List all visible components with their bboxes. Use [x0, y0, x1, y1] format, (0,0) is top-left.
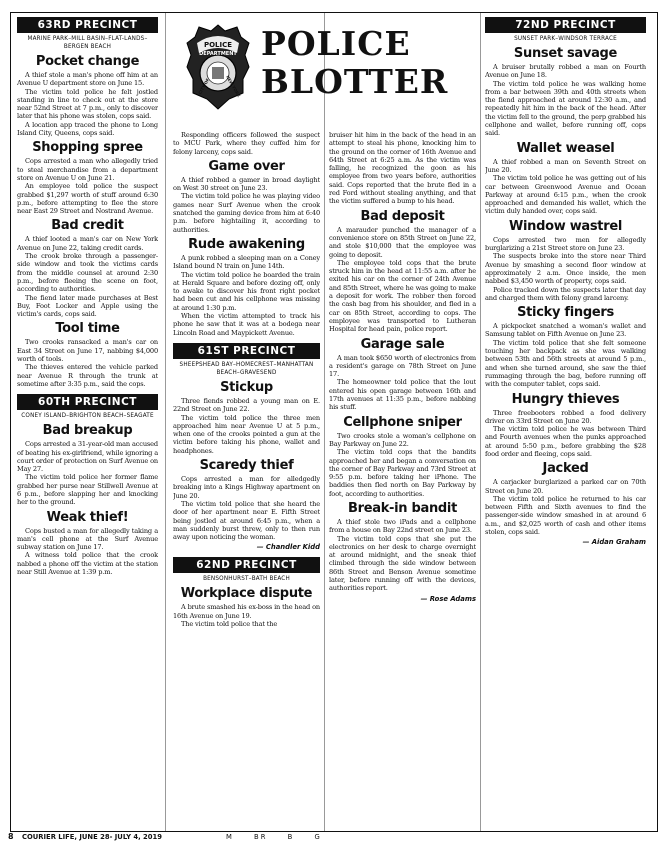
story-paragraph: The victim told police he returned to his car between Fifth and Sixth avenues to find the passenger-side window smashed in at around 6 a.m., and $2,025 worth of cash and other items stolen, cops said.	[485, 494, 646, 537]
story-paragraph: The victim told police the three men approached him near Avenue U at 5 p.m., when one of the crooks pointed a gun at the victim before taking his phone, wallet and headphones.	[173, 413, 320, 455]
page-number: 8	[8, 832, 14, 841]
badge-text-right: NEW YORK	[225, 74, 242, 98]
headline: Jacked	[542, 461, 589, 477]
masthead-title-line: BLOTTER	[261, 62, 449, 101]
story-paragraph: Cops arrested a man for alledgedly breaking into a Kings Highway apartment on June 20.	[173, 475, 320, 500]
nypd-badge-icon	[185, 23, 251, 111]
story-paragraph: A punk robbed a sleeping man on a Coney Island bound N train on June 14th.	[173, 253, 320, 271]
story-paragraph: Three freebooters robbed a food delivery driver on 33rd Street on June 20.	[485, 408, 646, 425]
headline: Shopping spree	[32, 140, 143, 156]
headline: Rude awakening	[188, 236, 305, 252]
masthead-title	[261, 25, 448, 101]
column-1	[17, 13, 158, 831]
headline: Garage sale	[360, 336, 445, 352]
headline: Bad credit	[51, 218, 124, 234]
story-paragraph: Responding officers followed the suspect to MCU Park, where they cuffed him for felony larceny, cops said.	[173, 131, 320, 156]
story-paragraph: When the victim attempted to track his phone he saw that it was at a bodega near Lincoln Road and Maypickett Avenue.	[173, 312, 320, 337]
story-paragraph: The employee told cops that the brute struck him in the head at 11:55 a.m. after he exited his car on the corner of 24th Avenue and 85th Street, where he was going to make a deposit for work. The robber then forced the cash bag from his shoulder, and fled in a car on 85th Street, according to cops. The employee was transported to Lutheran Hospital for head pain, police report.	[329, 258, 476, 334]
story-paragraph: The victim told police her former flame grabbed her purse near Stillwell Avenue at 6 p.m., before slapping her and knocking her to the ground.	[17, 473, 158, 507]
column-2	[173, 131, 320, 831]
story-paragraph: An employee told police the suspect grabbed $1,297 worth of stuff around 6:30 p.m., before attempting to flee the store near East 29 Street and Nostrand Avenue.	[17, 182, 158, 216]
headline: Tool time	[55, 321, 120, 337]
story-paragraph: The thieves entered the vehicle parked near Avenue R through the trunk at sometime after 3:35 p.m., said the cops.	[17, 363, 158, 388]
byline: — Chandler Kidd	[256, 543, 320, 552]
headline: Wallet weasel	[516, 140, 615, 156]
story-paragraph: A carjacker burglarized a parked car on 70th Street on June 20.	[485, 478, 646, 495]
story-paragraph: The suspects broke into the store near Third Avenue by smashing a second floor window at approximately 2 a.m. Once inside, the men nabbed $3,450 worth of property, cops said.	[485, 252, 646, 286]
story-paragraph: A thief stole a man's phone off him at an Avenue U department store on June 15.	[17, 71, 158, 88]
reg-mark: B	[287, 833, 295, 841]
reg-mark: M	[226, 833, 234, 841]
story-paragraph: Cops arrested a man who allegedly tried to steal merchandise from a department store on Avenue U on June 21.	[17, 157, 158, 182]
reg-mark: BR	[254, 833, 268, 841]
headline: Stickup	[220, 379, 273, 395]
story-paragraph: The victim told police he was between Third and Fourth avenues when the punks approached at around 5:50 p.m., before grabbing the $28 food order and fleeing, cops said.	[485, 425, 646, 458]
headline: Sticky fingers	[517, 305, 614, 321]
headline: Scaredy thief	[199, 458, 294, 474]
story-paragraph: The victim told police that she heard the door of her apartment near E. Fifth Street being jostled at around 6:45 p.m., when a man suddenly burst threw, only to then run away upon noticing the woman.	[173, 499, 320, 542]
story-paragraph: The victim told police that the	[181, 619, 278, 628]
story-paragraph: A thief robbed a man on Seventh Street on June 20.	[485, 157, 646, 174]
story-paragraph: The victim told police that she felt someone touching her backpack as she was walking between 53th and 56th streets at around 5 p.m., and when she turned around, she saw the thief rummaging through the bag, before running off with the computer tablet, cops said.	[485, 338, 646, 389]
precinct-area: BENSONHURST–BATH BEACH	[203, 575, 290, 583]
story-paragraph: The victim told police he felt jostled standing in line to check out at the store near 52nd Street at 7 p.m., only to discover later that his phone was stolen, cops said.	[17, 87, 158, 121]
precinct-header-62: 62ND PRECINCT	[173, 557, 320, 573]
byline: — Aidan Graham	[582, 538, 646, 547]
story-paragraph: Three fiends robbed a young man on E. 22nd Street on June 22.	[173, 396, 320, 414]
story-paragraph: The fiend later made purchases at Best Buy, Foot Locker and Apple using the victim's cards, cops said.	[17, 293, 158, 319]
story-paragraph: Two crooks stole a woman's cellphone on Bay Parkway on June 22.	[329, 431, 476, 448]
headline: Pocket change	[35, 54, 140, 69]
precinct-header-61: 61ST PRECINCT	[173, 343, 320, 359]
story-paragraph: The victim told police he was playing video games near Surf Avenue when the crook snatched the gaming device from him at 6:40 p.m. before hightailing it, according to authorities.	[173, 192, 320, 234]
headline: Bad deposit	[360, 208, 445, 224]
badge-text-left: CITY OF	[197, 77, 211, 96]
story-paragraph: A location app traced the phone to Long Island City, Queens, cops said.	[17, 120, 158, 138]
story-paragraph: A thief robbed a gamer in broad daylight on West 30 street on June 23.	[173, 175, 320, 193]
headline: Weak thief!	[46, 509, 129, 525]
precinct-header-72: 72ND PRECINCT	[485, 17, 646, 33]
column-3	[329, 131, 476, 831]
byline: — Rose Adams	[420, 594, 476, 603]
story-paragraph: A thief looted a man's car on New York Avenue on June 22, taking credit cards.	[17, 235, 158, 252]
headline: Bad breakup	[42, 423, 133, 439]
column-rule	[324, 13, 325, 831]
story-paragraph: The victim told police he was getting out of his car between Greenwood Avenue and Ocean Parkway at around 6:15 p.m., when the crook approached and demanded his wallet, which the victim duly handed over, cops said.	[485, 174, 646, 216]
story-paragraph: The crook broke through a passenger-side window and took the victims cards from the middle counsel at around 2:30 p.m., before fleeing the scene on foot, according to authorities.	[17, 252, 158, 294]
story-paragraph: A brute smashed his ex-boss in the head on 16th Avenue on June 19.	[173, 603, 320, 620]
page-footer	[8, 830, 658, 844]
masthead-title-line: POLICE	[261, 24, 411, 63]
reg-mark: G	[314, 833, 322, 841]
blotter-page	[10, 12, 658, 832]
column-rule	[165, 13, 166, 831]
headline: Break-in bandit	[348, 500, 457, 516]
story-paragraph: A man took $650 worth of electronics from a resident's garage on 78th Street on June 17.	[329, 353, 476, 379]
precinct-header-63: 63RD PRECINCT	[17, 17, 158, 33]
column-rule	[480, 13, 481, 831]
precinct-area: MARINE PARK–MILL BASIN–FLAT-LANDS–BERGEN BEACH	[27, 35, 148, 50]
story-paragraph: Two crooks ransacked a man's car on East 34 Street on June 17, nabbing $4,000 worth of tools.	[17, 338, 158, 364]
badge-text-top: POLICE	[203, 41, 233, 49]
badge-text-mid: DEPARTMENT	[199, 51, 237, 57]
headline: Sunset savage	[513, 46, 618, 61]
masthead	[173, 17, 476, 127]
headline: Window wastrel	[508, 218, 623, 234]
story-paragraph: A witness told police that the crook nabbed a phone off the victim at the station near Still Avenue at 1:39 p.m.	[17, 551, 158, 577]
story-paragraph: The victim told cops that the bandits approached her and began a conversation on the corner of Bay Parkway and 73rd Street at 9:55 p.m. before taking her iPhone. The baddies then fled north on Bay Parkway by foot, according to authorities.	[329, 448, 476, 498]
story-paragraph: Cops busted a man for allegedly taking a man's cell phone at the Surf Avenue subway station on June 17.	[17, 526, 158, 552]
precinct-area: CONEY ISLAND–BRIGHTON BEACH–SEAGATE	[21, 412, 154, 420]
story-paragraph: Cops arrested a 31-year-old man accused of beating his ex-girlfriend, while ignoring a court order of protection on Surf Avenue on May 27.	[17, 440, 158, 474]
story-paragraph: The victim told cops that she put the electronics on her desk to charge overnight at around midnight, and the sneak thief climbed through the side window between 86th Street and Benson Avenue sometime later, before running off with the devices, authorities report.	[329, 534, 476, 593]
story-paragraph: The victim told police he boarded the train at Herald Square and before dozing off, only to awake to discover his front right pocket had been cut and his cellphone was missing at around 1:30 p.m.	[173, 270, 320, 312]
precinct-area: SHEEPSHEAD BAY–HOMECREST–MANHATTAN BEACH–GRAVESEND	[179, 360, 314, 376]
story-paragraph: The victim told police he was walking home from a bar between 39th and 40th streets when the fiend approached at around 12:30 a.m., and repeatedly hit him in the back of the head. After the victim fell to the ground, the perp grabbed his cellphone and wallet, before running off, cops said.	[485, 79, 646, 138]
story-paragraph: Cops arrested two men for allegedly burglarizing a 21st Street store on June 23.	[485, 235, 646, 253]
story-paragraph: Police tracked down the suspects later that day and charged them with felony grand larceny.	[485, 285, 646, 302]
headline: Game over	[208, 158, 285, 174]
story-paragraph: bruiser hit him in the back of the head in an attempt to steal his phone, knocking him to the ground on the corner of 16th Avenue and 64th Street at 6:25 a.m. As the victim was falling, he recognized the goon as his employee from two years before, authorities said. Cops reported that the brute fled in a red Ford without stealing anything, and that the victim suffered a bump to his head.	[329, 131, 476, 206]
story-paragraph: A marauder punched the manager of a convenience store on 85th Street on June 22, and stole $10,000 that the employee was going to deposit.	[329, 225, 476, 259]
headline: Hungry thieves	[511, 391, 620, 407]
registration-marks	[226, 833, 346, 841]
story-paragraph: A thief stole two iPads and a cellphone from a house on Bay 22nd street on June 23.	[329, 517, 476, 535]
precinct-header-60: 60TH PRECINCT	[17, 394, 158, 410]
column-4	[485, 13, 646, 831]
precinct-area: SUNSET PARK–WINDSOR TERRACE	[514, 35, 617, 42]
story-paragraph: A bruiser brutally robbed a man on Fourth Avenue on June 18.	[485, 63, 646, 80]
story-paragraph: A pickpocket snatched a woman's wallet and Samsung tablet on Fifth Avenue on June 23.	[485, 322, 646, 339]
headline: Cellphone sniper	[343, 414, 462, 430]
story-paragraph: The homeowner told police that the lout entered his open garage between 16th and 17th avenues at 11:35 p.m., before nabbing his stuff.	[329, 378, 476, 412]
headline: Workplace dispute	[180, 586, 313, 602]
publication-line: COURIER LIFE, JUNE 28- JULY 4, 2019	[22, 833, 162, 841]
